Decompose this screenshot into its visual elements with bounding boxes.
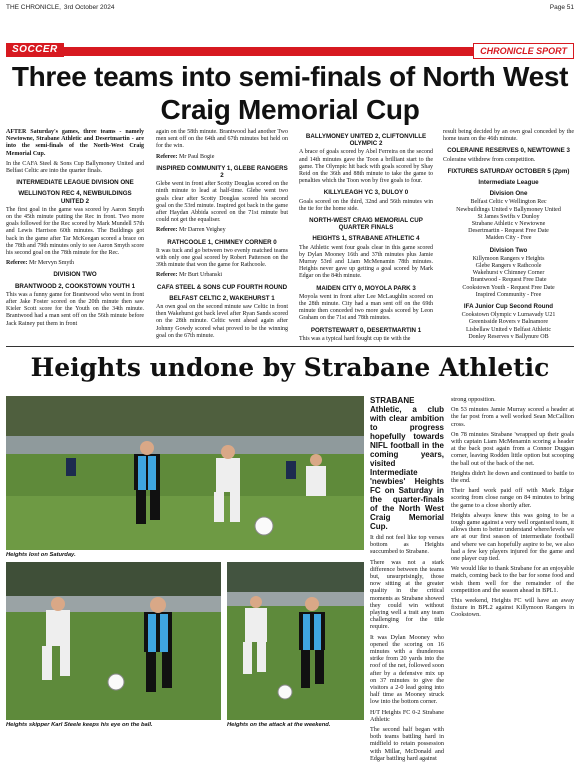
column-2 xyxy=(156,129,288,343)
paragraph: It did not feel like top verses bottom as Heights succumbed to Strabane. xyxy=(370,534,444,556)
match-report: Coleraine withdrew from competition. xyxy=(443,156,536,163)
paragraph: The second half began with both teams battling hard in midfield to retain possession with Millar, McDonald and Edgar battling hard against xyxy=(370,726,444,762)
match-photo-1 xyxy=(6,396,364,550)
fixture-item: Lisbellaw United v Belfast Athletic xyxy=(466,326,551,333)
fixture-item: Brantwood - Request Free Date xyxy=(470,277,547,284)
match-report: This was a funny game for Brantwood who went in front after Jake Foster scored on the 20th minute then saw Kieler Scott score for the Youth on the 34th minute. Brantwood had a man sent off on the 56th minute before Jack Rainey put them in front xyxy=(6,291,144,327)
match-heading: WELLINGTON REC 4, NEWBUILDINGS UNITED 2 xyxy=(18,190,132,205)
cup-heading: CAFA STEEL & SONS CUP FOURTH ROUND xyxy=(156,283,288,291)
referee-line xyxy=(156,154,288,161)
match-heading: PORTSTEWART 0, DESERTMARTIN 1 xyxy=(310,326,422,334)
paragraph: again on the 58th minute. Brantwood had another Two men sent off on the 64th and 67th minutes but held on for the win. xyxy=(156,129,288,150)
referee-line xyxy=(156,227,288,234)
publication-date: 3rd October 2024 xyxy=(63,4,115,11)
fixtures-heading: FIXTURES SATURDAY OCTOBER 5 (2pm) xyxy=(447,167,570,175)
division-heading: DIVISION TWO xyxy=(53,271,97,279)
match-heading: MAIDEN CITY 0, MOYOLA PARK 3 xyxy=(316,284,416,292)
paragraph: strong opposition. xyxy=(451,396,496,403)
division-heading: Division Two xyxy=(489,246,528,254)
match-heading: INSPIRED COMMUNITY 1, GLEBE RANGERS 2 xyxy=(156,164,288,180)
paragraph: On 78 minutes Strabane 'wrapped up their goals with captain Liam McMenamin scoring a header at the back post again from a Connor Duggan corner, leaving Rodden little option but scooping the ball out of the back of the net. xyxy=(451,430,574,467)
fixture-item: Donley Reserves v Ballynure OB xyxy=(468,333,549,340)
match-heading: BELFAST CELTIC 2, WAKEHURST 1 xyxy=(169,294,275,302)
paragraph: This weekend, Heights FC will have an away fixture in BPL2 against Killymoon Rangers in Cookstown. xyxy=(451,597,574,619)
fixture-item: Desertmartin - Request Free Date xyxy=(468,228,549,235)
photo-caption-1: Heights lost on Saturday. xyxy=(6,552,76,558)
division-heading: Division One xyxy=(489,190,528,198)
referee-name: Mr Paul Bogie xyxy=(179,153,215,160)
photo-caption-3: Heights on the attack at the weekend. xyxy=(227,722,331,728)
page-header xyxy=(6,4,574,14)
chronicle-sport-logo xyxy=(473,43,574,59)
match-heading: BRANTWOOD 2, COOKSTOWN YOUTH 1 xyxy=(14,282,136,290)
fixture-item: Cookstown Youth - Request Free Date xyxy=(462,284,555,291)
match-report: The Athletic went four goals clear in this game scored by Dylan Mooney 16th and 37th minutes plus Jamie Murray 53rd and Liam McMenamin 78th minutes. Heights never gave up getting a goal scored by Mark Edgar on the 84th minute. xyxy=(299,244,433,280)
match-heading: HEIGHTS 1, STRABANE ATHLETIC 4 xyxy=(312,235,420,243)
column-3 xyxy=(299,129,433,346)
main-headline: Three teams into semi-finals of North West Craig Memorial Cup xyxy=(11,61,569,125)
referee-line xyxy=(6,260,144,267)
league-heading: INTERMEDIATE LEAGUE DIVISION ONE xyxy=(16,179,134,187)
referee-line xyxy=(156,272,288,279)
intro-paragraph: AFTER Saturday's games, three teams - namely Newtowne, Strabane Athletic and Desertmartin - are into the semi-finals of the North-West Craig Memorial Cup. xyxy=(6,129,144,157)
feature-column-2 xyxy=(451,396,574,622)
match-report: A brace of goals scored by Abel Ferreira on the second and 14th minutes gave the Toon a brilliant start to the game. The Olympic hit back with goals scored by Shay Reid on the 36th and 88th minute to take the game to penalties which the Toon won by five goals to four. xyxy=(299,149,433,185)
match-heading: KILLYLEAGH YC 3, DULOY 0 xyxy=(323,189,409,197)
fixture-item: Newbuildings United v Ballymoney United xyxy=(456,206,561,213)
feature-headline: Heights undone by Strabane Athletic xyxy=(30,353,550,382)
referee-label: Referee: xyxy=(156,227,178,234)
photo-caption-2: Heights skipper Karl Steele keeps his eye on the ball. xyxy=(6,722,153,728)
match-report: It was tuck and go between two evenly matched teams with only one goal scored by Robert Patterson on the 39th minute that won the game for Rathcoole. xyxy=(156,247,288,269)
page-number: Page 51 xyxy=(549,4,574,11)
fixture-item: Maiden City - Free xyxy=(485,235,532,242)
match-report: This was a typical hard fought cup tie with the xyxy=(299,335,411,342)
paragraph: Heights didn't lie down and continued to battle to the end. xyxy=(451,469,574,485)
match-heading: RATHCOOLE 1, CHIMNEY CORNER 0 xyxy=(167,238,277,246)
section-divider xyxy=(6,346,574,347)
referee-label: Referee: xyxy=(6,260,28,267)
publication-name: THE CHRONICLE, xyxy=(6,4,61,11)
fixture-item: Strabane Athletic v Newtowne xyxy=(471,221,546,228)
logo-chronicle: CHRONICLE xyxy=(480,46,534,56)
referee-label: Referee: xyxy=(156,153,178,160)
referee-name: Mr Mervyn Smyth xyxy=(29,260,75,267)
league-subheading: Intermediate League xyxy=(478,179,539,187)
paragraph: It was Dylan Mooney who opened the scoring on 16 minutes with a thunderous strike from 20 yards into the roof of the net, followed soon after by a defensive mix up on 37 minutes to give the visitors a 2-0 lead going into half time as Mooney struck low into the bottom corner. xyxy=(370,633,444,706)
paragraph: We would like to thank Strabane for an enjoyable match, coming back to the bar for some food and wish them well for the remainder of the competition and the season ahead in BPL1. xyxy=(451,565,574,594)
paragraph: Heights always knew this was going to be a tough game against a very well organised team, it allows them to better understand where/levels we are at our first season of intermediate football and where we can hopefully aspire to be, we also had a few key players injured for the game and one player cup tied. xyxy=(451,511,574,563)
match-photo-2 xyxy=(6,562,221,720)
referee-label: Referee: xyxy=(156,272,178,279)
publication-info xyxy=(6,4,118,14)
match-heading: COLERAINE RESERVES 0, NEWTOWNE 3 xyxy=(447,147,570,155)
paragraph: In the CAFA Steel & Sons Cup Ballymoney United and Belfast Celtic are into the quarter finals. xyxy=(6,160,144,175)
match-photo-3 xyxy=(227,562,364,720)
paragraph: H/T Heights FC 0-2 Strabane Athletic xyxy=(370,708,444,723)
section-banner xyxy=(6,43,574,57)
match-report: Glebe went in front after Scotty Douglas scored on the ninth minute to lead at half-time. Glebe went two goals clear after Scotty Douglas scored his second goal on the 53rd minute. Inspired got back in the game after Haydan Abbida scored on the 71st minute but could not get the equaliser. xyxy=(156,181,288,224)
cup-heading: IFA Junior Cup Second Round xyxy=(463,303,554,311)
report-columns xyxy=(6,129,574,342)
fixture-item: Killymoon Rangers v Heights xyxy=(472,255,545,262)
column-1 xyxy=(6,129,144,331)
fixture-item: St James Swifts v Dunloy xyxy=(477,213,540,220)
paragraph: result being decided by an own goal conceded by the home team on the 46th minute. xyxy=(443,129,574,143)
referee-name: Mr Burt Urbanski xyxy=(179,272,223,279)
feature-column-1 xyxy=(370,396,444,765)
match-report: The first goal in the game was scored by Aaron Smyth on the 45th minute putting the Rec in front. Two more goals followed for the Rec scored by Mark Mundell 57th and Lewis Harrison 60th minutes. The Buildings got back in the game after Tar McKeegan scored a brace on the 78th and 79th minutes only to see Aaron Smyth score his second goal on the 78th minute for the Rec. xyxy=(6,206,144,257)
match-heading: BALLYMONEY UNITED 2, CLIFTONVILLE OLYMPIC 2 xyxy=(305,133,427,148)
fixture-item: Wakehurst v Chimney Corner xyxy=(472,270,545,277)
column-4 xyxy=(443,129,574,341)
fixture-item: Glebe Rangers v Rathcoole xyxy=(475,263,542,270)
cup-heading: NORTH-WEST CRAIG MEMORIAL CUP QUARTER FINALS xyxy=(309,217,423,232)
fixture-item: Inspired Community - Free xyxy=(475,291,542,298)
paragraph: On 53 minutes Jamie Murray scored a header at the far post from a well worked Sean McCallion cross. xyxy=(451,406,574,428)
section-label: SOCCER xyxy=(6,43,64,57)
match-report: Goals scored on the third, 32nd and 56th minutes win the tie for the home side. xyxy=(299,198,433,212)
fixture-item: Cookstown Olympic v Lurnavady U21 xyxy=(461,312,556,319)
paragraph: There was not a stark difference between the teams but, unsurprisingly, those now sitting at the greater quality in the critical moments as Strabane showed they could win without playing well a trait any team challenging for the title require. xyxy=(370,558,444,631)
fixture-item: Belfast Celtic v Wellington Rec xyxy=(470,199,547,206)
match-report: Moyola went in front after Lee McLaughlin scored on the 28th minute. City had a man sent off on the 69th minute then conceded two more goals scored by Leon Graham on the 71st and 78th minutes. xyxy=(299,293,433,322)
fixture-item: Greenisside Rovers v Balnamore xyxy=(468,319,549,326)
logo-sport: SPORT xyxy=(536,46,567,56)
referee-name: Mr Darren Veighey xyxy=(179,227,226,234)
paragraph: Their hard work paid off with Mark Edgar scoring from close range on 84 minutes to bring the game to a close shortly after. xyxy=(451,487,574,509)
feature-lead: STRABANE Athletic, a club with clear ambition to progress hopefully towards NIFL football in the coming years, visited Intermediate 'newbies' Heights FC on Saturday in the quarter-finals of the North West Craig Memorial Cup. xyxy=(370,396,444,531)
match-report: An own goal on the second minute saw Celtic in front then Wakehurst got back level after Ryan Sands scored on the 28th minute. Celtic went ahead again after Johnny Gowdy scored what proved to be the winning goal on the 67th minute. xyxy=(156,304,288,339)
